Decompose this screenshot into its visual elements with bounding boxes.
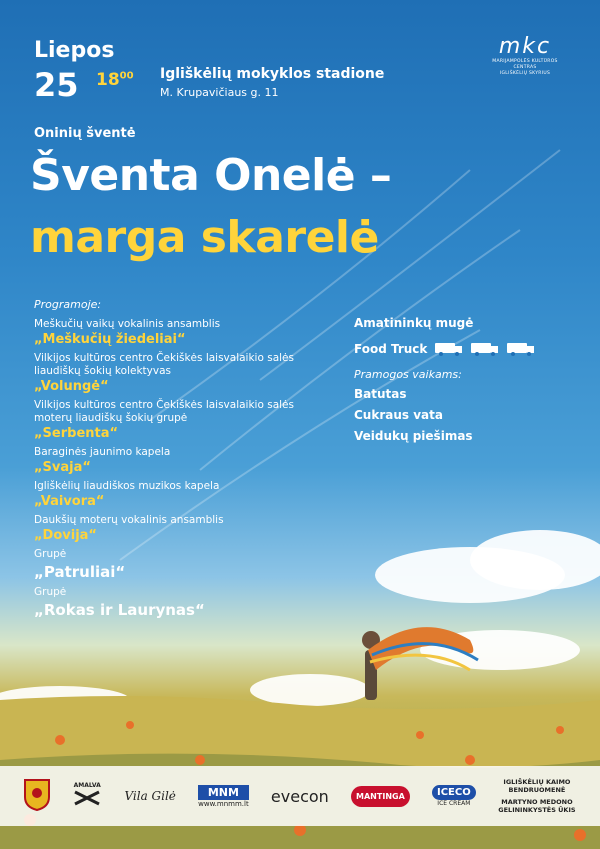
event-venue: Igliškėlių mokyklos stadione	[160, 66, 385, 82]
program-list	[34, 318, 334, 624]
kids-label: Pramogos vaikams:	[354, 368, 462, 381]
amalva-logo: AMALVA	[72, 782, 102, 810]
event-address: M. Krupavičiaus g. 11	[160, 86, 279, 99]
food-truck-icon	[507, 342, 535, 356]
community-logos: IGLIŠKĖLIŲ KAIMO BENDRUOMENĖ MARTYNO MEDONO GELININKYSTĖS ŪKIS	[498, 778, 576, 814]
food-truck-icon	[471, 342, 499, 356]
coat-of-arms-logo	[24, 779, 50, 814]
evecon-logo: evecon	[270, 786, 329, 806]
event-subtitle: Oninių šventė	[34, 126, 136, 141]
program-item: Igliškėlių liaudiškos muzikos kapela „Vaivora“	[34, 480, 220, 509]
kids-activity: Cukraus vata	[354, 408, 443, 422]
program-item: Vilkijos kultūros centro Čekiškės laisvalaikio salės liaudiškų šokių kolektyvas „Volungė“	[34, 352, 294, 394]
woman-with-scarf	[362, 627, 478, 700]
food-truck-icon	[435, 342, 463, 356]
food-truck-row	[354, 342, 574, 356]
sponsors-bar	[0, 766, 600, 826]
mkc-logo: mkc MARIJAMPOLĖS KULTŪROS CENTRAS IGLIŠKĖLIŲ SKYRIUS	[492, 34, 558, 76]
food-truck-label: Food Truck	[354, 342, 428, 356]
program-label: Programoje:	[34, 298, 102, 311]
kids-activity: Batutas	[354, 387, 407, 401]
extras-panel	[354, 316, 574, 450]
kids-activity: Veidukų piešimas	[354, 429, 473, 443]
program-item: Meškučių vaikų vokalinis ansamblis „Meškučių žiedeliai“	[34, 318, 221, 347]
program-item: Grupė „Rokas ir Laurynas“	[34, 586, 205, 619]
event-day: 25	[34, 66, 79, 104]
program-item: Vilkijos kultūros centro Čekiškės laisvalaikio salės moterų liaudiškų šokių grupė „Serbenta“	[34, 399, 294, 441]
program-item: Baraginės jaunimo kapela „Svaja“	[34, 446, 171, 475]
mantinga-logo: MANTINGA	[351, 786, 410, 807]
event-title-line1: Šventa Onelė –	[30, 150, 392, 201]
craft-fair: Amatininkų mugė	[354, 316, 474, 330]
event-time: $18^{00}$	[96, 70, 134, 90]
program-item: Grupė „Patruliai“	[34, 548, 126, 581]
mnm-logo: MNM www.mnmm.lt	[198, 785, 249, 808]
event-month: Liepos	[34, 38, 115, 63]
iceco-logo: ICECO ICE CREAM	[432, 785, 476, 807]
program-item: Daukšių moterų vokalinis ansamblis „Dovija“	[34, 514, 224, 543]
vila-gile-logo: Vila Gilė	[124, 789, 176, 803]
event-title-line2: marga skarelė	[30, 212, 379, 263]
